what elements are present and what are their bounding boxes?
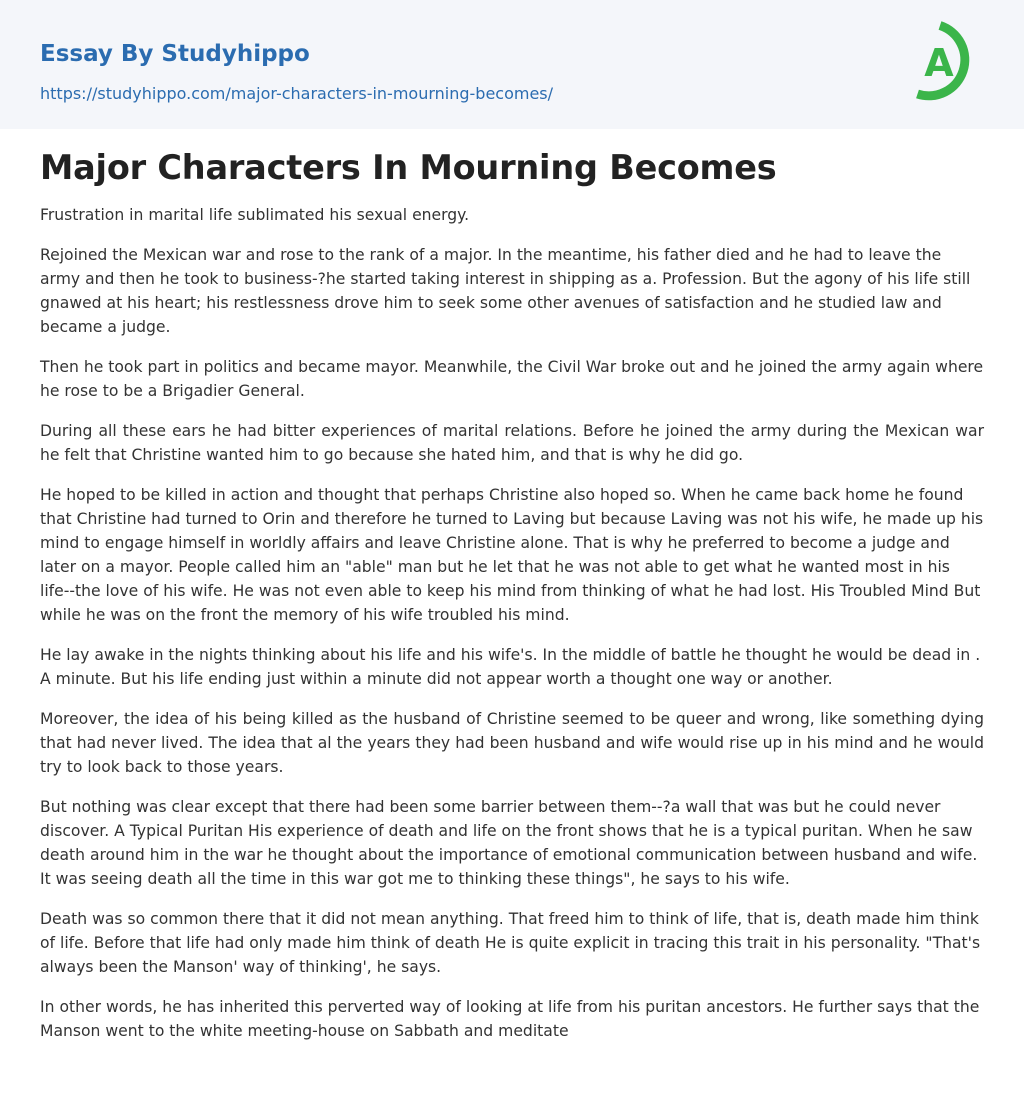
essay-paragraph: Death was so common there that it did not mean anything. That freed him to think of life, that is, death made him think of life. Before that life had only made him think of death He is quite explicit in tracing this trait in his personality. "That's always been the Manson' way of thinking', he says.	[40, 910, 981, 976]
essay-paragraph: Moreover, the idea of his being killed as the husband of Christine seemed to be queer and wrong, like something dying that had never lived. The idea that al the years they had been husband and wife would rise up in his mind and he would try to look back to those years.	[40, 710, 984, 776]
studyhippo-a-logo-icon[interactable]	[912, 20, 986, 104]
site-header	[0, 0, 1024, 129]
source-url-link[interactable]: https://studyhippo.com/major-characters-in-mourning-becomes/	[40, 84, 554, 103]
site-brand[interactable]: Essay By Studyhippo	[40, 41, 310, 67]
essay-paragraph: In other words, he has inherited this perverted way of looking at life from his puritan ancestors. He further says that the Manson went to the white meeting-house on Sabbath and meditate	[40, 998, 980, 1040]
essay-paragraph: But nothing was clear except that there had been some barrier between them--?a wall that was but he could never discover. A Typical Puritan His experience of death and life on the front shows that he is a typical puritan. When he saw death around him in the war he thought about the importance of emotional communication between husband and wife. It was seeing death all the time in this war got me to thinking these things", he says to his wife.	[40, 798, 978, 888]
essay-paragraph: During all these ears he had bitter experiences of marital relations. Before he joined the army during the Mexican war he felt that Christine wanted him to go because she hated him, and that is why he did go.	[40, 422, 984, 464]
essay-content	[0, 147, 1024, 1043]
essay-paragraph: Frustration in marital life sublimated his sexual energy.	[40, 206, 470, 224]
essay-paragraph: Then he took part in politics and became mayor. Meanwhile, the Civil War broke out and he joined the army again where he rose to be a Brigadier General.	[40, 358, 984, 400]
logo-letter: A	[924, 41, 954, 85]
essay-title: Major Characters In Mourning Becomes	[40, 148, 777, 187]
essay-paragraph: He hoped to be killed in action and thought that perhaps Christine also hoped so. When he came back home he found that Christine had turned to Orin and therefore he turned to Laving but because Laving was not his wife, he made up his mind to engage himself in worldly affairs and leave Christine alone. That is why he preferred to become a judge and later on a mayor. People called him an "able" man but he let that he was not able to get what he wanted most in his life--the love of his wife. He was not even able to keep his mind from thinking of what he had lost. His Troubled Mind But while he was on the front the memory of his wife troubled his mind.	[40, 486, 984, 624]
essay-paragraph: He lay awake in the nights thinking about his life and his wife's. In the middle of battle he thought he would be dead in . A minute. But his life ending just within a minute did not appear worth a thought one way or another.	[40, 646, 981, 688]
essay-paragraph: Rejoined the Mexican war and rose to the rank of a major. In the meantime, his father died and he had to leave the army and then he took to business-?he started taking interest in shipping as a. Profession. But the agony of his life still gnawed at his heart; his restlessness drove him to seek some other avenues of satisfaction and he studied law and became a judge.	[40, 246, 971, 336]
